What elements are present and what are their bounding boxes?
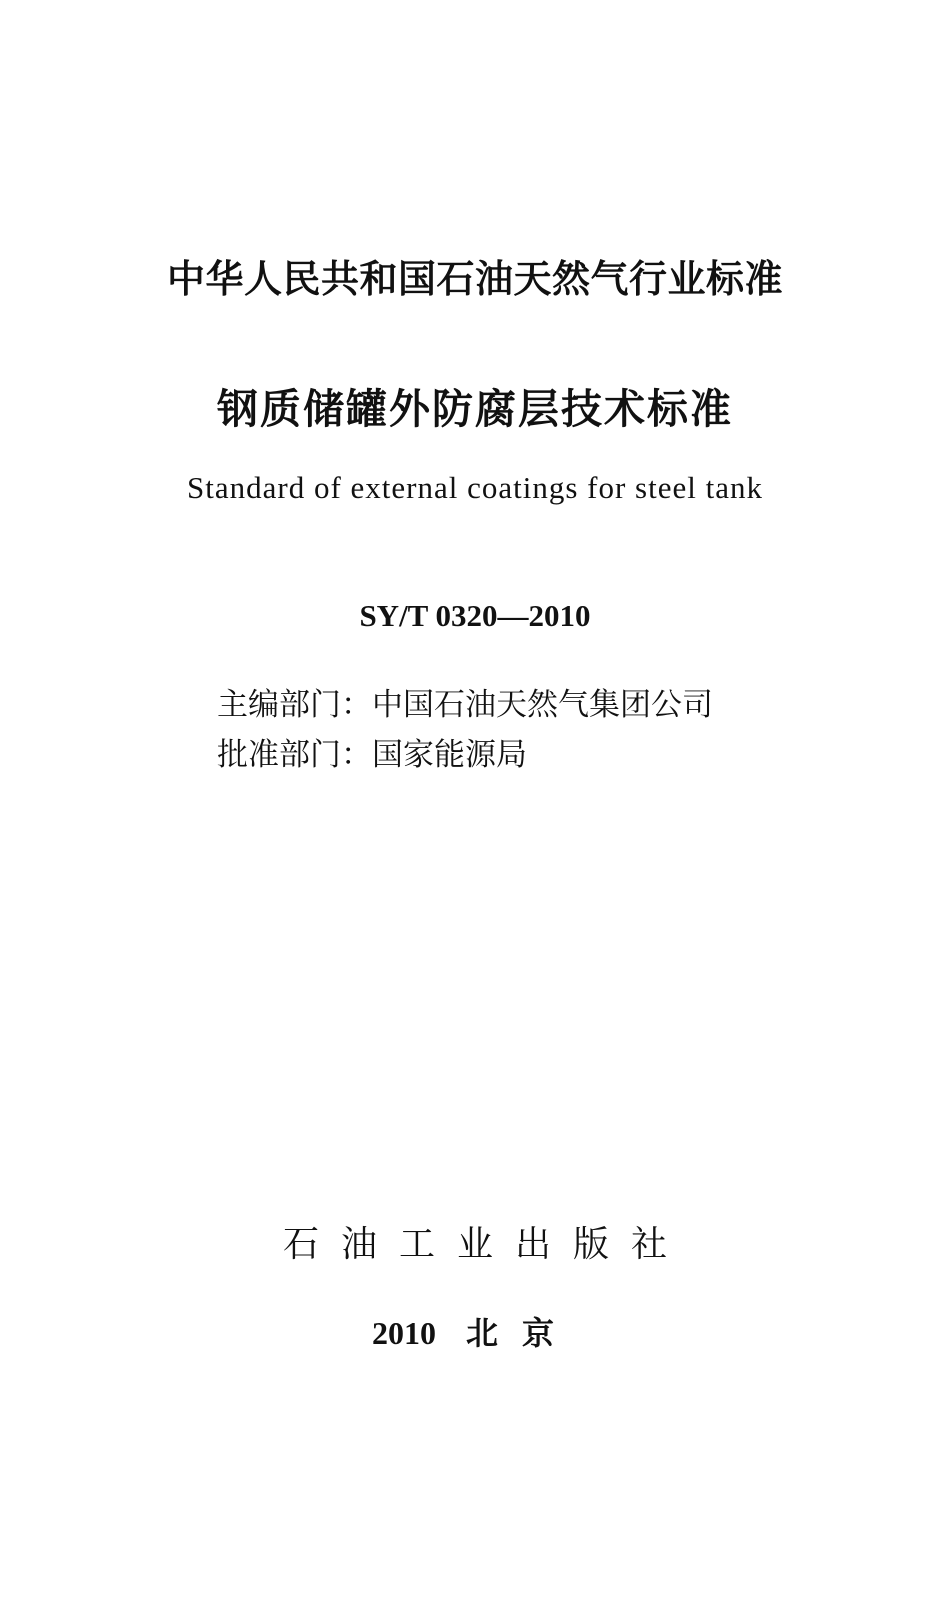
standard-title-chinese: 钢质储罐外防腐层技术标准 (217, 385, 733, 433)
standard-code: SY/T 0320—2010 (359, 598, 591, 633)
standard-category-heading: 中华人民共和国石油天然气行业标准 (166, 257, 783, 301)
publication-city: 北京 (465, 1315, 578, 1351)
publisher-name: 石油工业出版社 (282, 1224, 689, 1265)
chief-editor-department: 主编部门：中国石油天然气集团公司 (217, 687, 713, 723)
standard-title-english: Standard of external coatings for steel tank (187, 470, 763, 505)
publication-year: 2010 (371, 1315, 436, 1351)
approving-department: 批准部门：国家能源局 (217, 737, 527, 773)
publication-imprint (0, 1308, 950, 1354)
